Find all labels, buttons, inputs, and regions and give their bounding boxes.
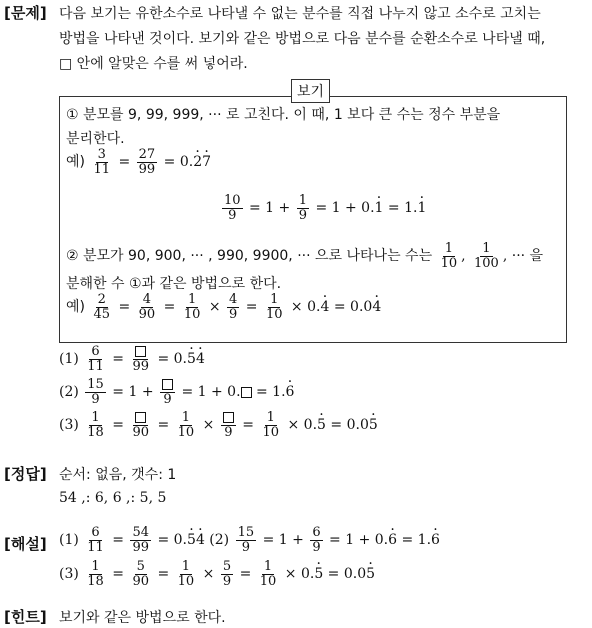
problem-tag: [문제] [4,4,47,22]
example-prefix: 예) [66,154,85,171]
answer-line-1: 순서: 없음, 갯수: 1 [59,467,177,483]
example-box-title: 보기 [291,79,330,103]
question-2: (2) $\frac{15}{9}$ = 1 + 9 = 1 + 0. = 1.· 6 [59,378,294,406]
example-1: 예) $\frac{3}{11}$ = $\frac{27}{99}$ = 0.· 2· 7 [66,148,211,176]
example-2: $\frac{10}{9}$ = 1 + $\frac{1}{9}$ = 1 + 0.· 1 = 1.· 1 [220,194,426,222]
explain-line-1: (1) $\frac{6}{11}$ = $\frac{54}{99}$ = 0.· 5· 4 (2) $\frac{15}{9}$ = 1 + $\frac{6}{9}$ = 1 + 0.· 6 = 1.· 6 [59,526,440,554]
rule-1-line-a: ① 분모를 9, 99, 999, ··· 로 고친다. 이 때, 1 보다 큰 수는 정수 부분을 [66,107,501,123]
answer-line-2: 54 ,: 6, 6 ,: 5, 5 [59,490,167,506]
rule-2-line-a: ② 분모가 90, 900, ··· , 990, 9900, ··· 으로 나타나는 수는 $\frac{1}{10}$ , $\frac{1}{100}$ , ··· 을 [66,241,544,271]
explain-line-2: (3) $\frac{1}{18}$ = $\frac{5}{90}$ = $\frac{1}{10}$ × $\frac{5}{9}$ = $\frac{1}{10}$ × 0.· 5 = 0.0· 5 [59,560,375,588]
explain-tag: [해설] [4,535,47,553]
rule-1-line-b: 분리한다. [66,131,125,147]
problem-line-2: 방법을 나타낸 것이다. 보기와 같은 방법으로 다음 분수를 순환소수로 나타낼 때, [59,31,546,47]
hint-tag: [힌트] [4,608,47,626]
answer-tag: [정답] [4,465,47,483]
question-1: (1) $\frac{6}{11}$ = 99 = 0.· 5· 4 [59,345,205,373]
rule-2-line-b: 분해한 수 ①과 같은 방법으로 한다. [66,276,282,292]
problem-line-1: 다음 보기는 유한소수로 나타낼 수 없는 분수를 직접 나누지 않고 소수로 고치는 [59,6,541,22]
problem-line-3: □ 안에 알맞은 수를 써 넣어라. [59,56,248,72]
hint-text: 보기와 같은 방법으로 한다. [59,610,226,626]
example-3: 예) $\frac{2}{45}$ = $\frac{4}{90}$ = $\frac{1}{10}$ × $\frac{4}{9}$ = $\frac{1}{10}$ × 0.· 4 = 0.0· 4 [66,293,381,321]
question-3: (3) $\frac{1}{18}$ = 90 = $\frac{1}{10}$ × 9 = $\frac{1}{10}$ × 0.· 5 = 0.0· 5 [59,411,378,439]
